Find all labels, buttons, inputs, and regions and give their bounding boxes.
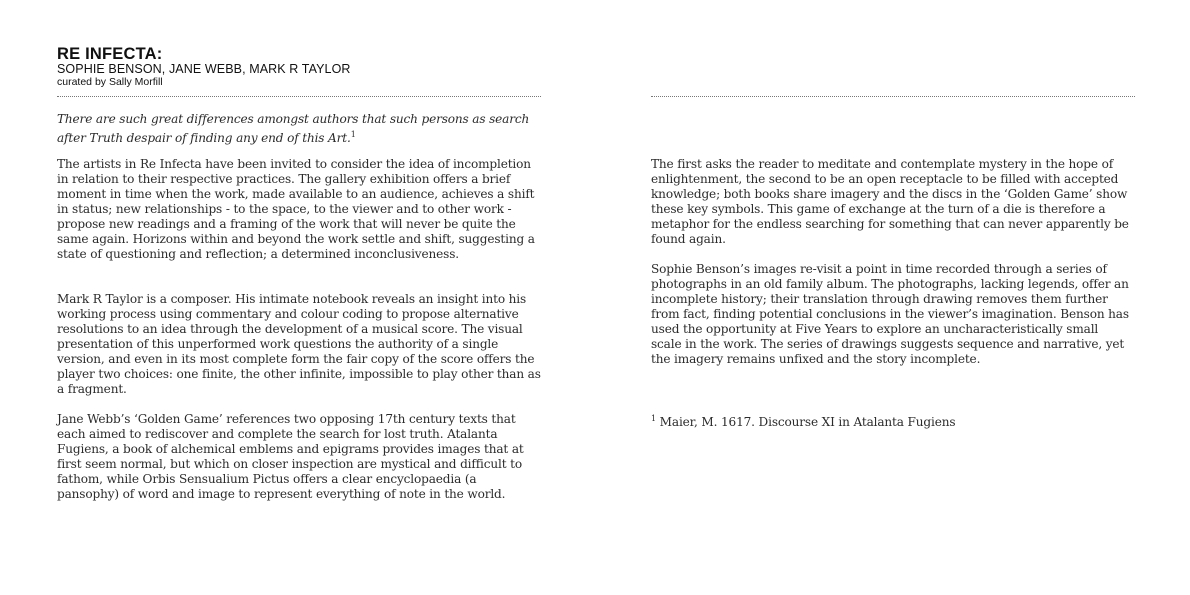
epigraph-quote: [57, 112, 537, 146]
footnote: [651, 411, 1131, 430]
exhibition-header: [57, 45, 541, 88]
footnote-mark: 1: [651, 414, 656, 423]
right-dotted-divider: [651, 96, 1135, 97]
left-dotted-divider: [57, 96, 541, 97]
jane-webb-paragraph: Jane Webb’s ‘Golden Game’ references two opposing 17th century texts that each aimed to rediscover and complete the search for lost truth. Atalanta Fugiens, a book of alchemical emblems and epigrams provides images that at first seem normal, but which on closer inspection are mystical and difficult to fathom, while Orbis Sensualium Pictus offers a clear encyclopaedia (a pansophy) of word and image to represent everything of note in the world.: [57, 412, 524, 501]
footnote-text: Maier, M. 1617. Discourse XI in Atalanta Fugiens: [659, 415, 956, 430]
sophie-benson-paragraph: Sophie Benson’s images re-visit a point in time recorded through a series of photographs in an old family album. The photographs, lacking legends, offer an incomplete history; their translation through drawing removes them further from fact, finding potential conclusions in the viewer’s imagination. Benson has used the opportunity at Five Years to explore an uncharacteristically small scale in the work. The series of drawings suggests sequence and narrative, yet the imagery remains unfixed and the story incomplete.: [651, 262, 1129, 366]
curator-credit: curated by Sally Morfill: [57, 76, 163, 88]
mark-taylor-paragraph: Mark R Taylor is a composer. His intimate notebook reveals an insight into his working process using commentary and colour coding to propose alternative resolutions to an idea through the development of a musical score. The visual presentation of this unperformed work questions the authority of a single version, and even in its most complete form the fair copy of the score offers the player two choices: one finite, the other infinite, impossible to play other than as a fragment.: [57, 292, 541, 396]
artists-subtitle: SOPHIE BENSON, JANE WEBB, MARK R TAYLOR: [57, 62, 351, 76]
golden-game-paragraph: The first asks the reader to meditate and contemplate mystery in the hope of enlightenment, the second to be an open receptacle to be filled with accepted knowledge; both books share imagery and the discs in the ‘Golden Game’ show these key symbols. This game of exchange at the turn of a die is therefore a metaphor for the endless searching for something that can never apparently be found again.: [651, 157, 1129, 246]
page-title: RE INFECTA:: [57, 45, 163, 63]
intro-paragraph: The artists in Re Infecta have been invited to consider the idea of incompletion in relation to their respective practices. The gallery exhibition offers a brief moment in time when the work, made available to an audience, achieves a shift in status; new relationships - to the space, to the viewer and to other work - propose new readings and a framing of the work that will never be quite the same again. Horizons within and beyond the work settle and shift, suggesting a state of questioning and reflection; a determined inconclusiveness.: [57, 157, 535, 261]
footnote-reference: 1: [350, 130, 356, 139]
epigraph-text: There are such great differences amongst authors that such persons as search after Truth despair of finding any end of this Art.: [57, 112, 530, 146]
